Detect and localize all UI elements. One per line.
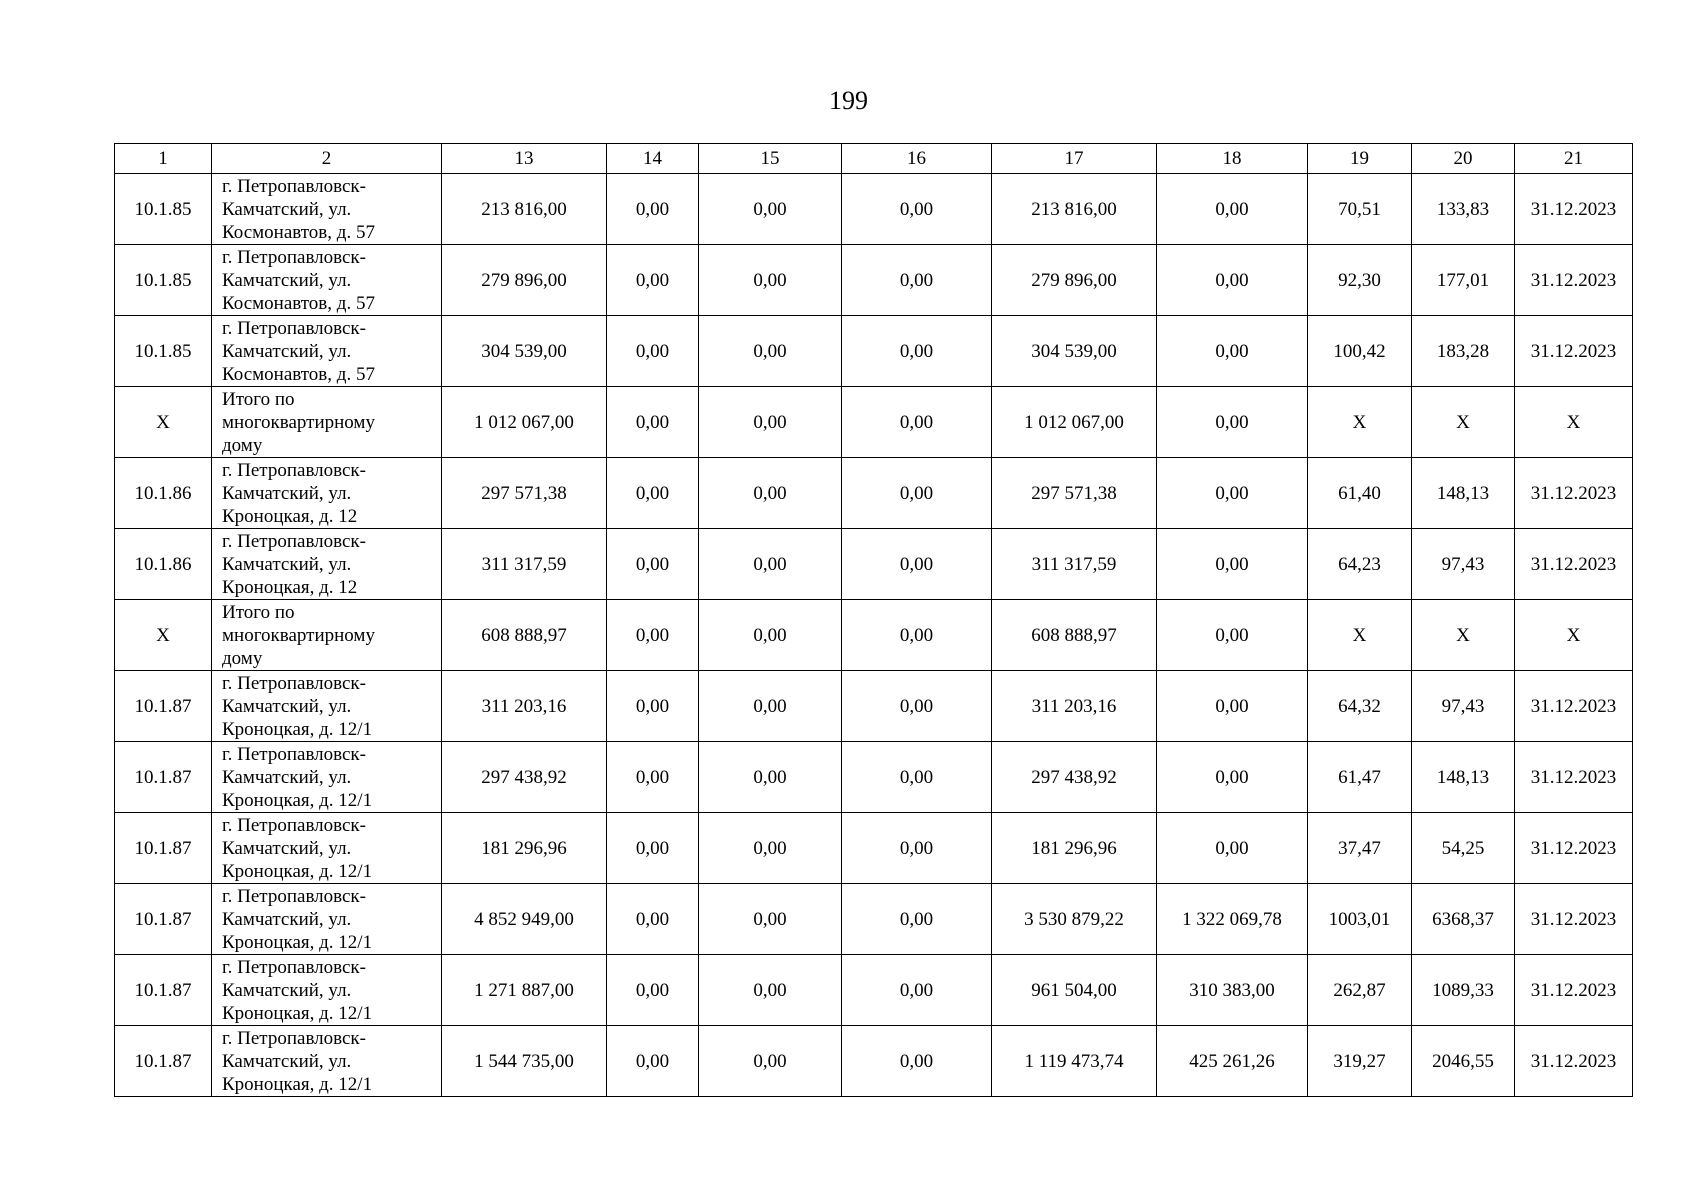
col-17-cell: 1 119 473,74	[992, 1026, 1157, 1097]
col-15-cell: 0,00	[699, 671, 842, 742]
col-16-cell: 0,00	[842, 955, 992, 1026]
date-cell: 31.12.2023	[1515, 316, 1633, 387]
address-line: г. Петропавловск-	[222, 672, 366, 694]
col-19-cell: 262,87	[1308, 955, 1412, 1026]
col-20-cell: 183,28	[1412, 316, 1515, 387]
address-line: дому	[222, 434, 263, 456]
col-20-cell: Х	[1412, 600, 1515, 671]
item-number-cell: Х	[115, 600, 212, 671]
col-18-cell: 0,00	[1157, 742, 1308, 813]
col-16-cell: 0,00	[842, 884, 992, 955]
address-line: г. Петропавловск-	[222, 956, 366, 978]
address-line: г. Петропавловск-	[222, 530, 366, 552]
col-15-cell: 0,00	[699, 813, 842, 884]
item-number-cell: 10.1.86	[115, 458, 212, 529]
col-17-cell: 311 317,59	[992, 529, 1157, 600]
col-18-cell: 0,00	[1157, 245, 1308, 316]
col-16-cell: 0,00	[842, 387, 992, 458]
col-16-cell: 0,00	[842, 813, 992, 884]
date-cell: 31.12.2023	[1515, 174, 1633, 245]
col-14-cell: 0,00	[607, 458, 699, 529]
address-cell	[212, 529, 442, 600]
item-number-cell: 10.1.87	[115, 671, 212, 742]
address-cell	[212, 742, 442, 813]
col-19-cell: 37,47	[1308, 813, 1412, 884]
col-15-cell: 0,00	[699, 955, 842, 1026]
col-14-cell: 0,00	[607, 742, 699, 813]
col-20-cell: 6368,37	[1412, 884, 1515, 955]
col-17-cell: 608 888,97	[992, 600, 1157, 671]
address-line: г. Петропавловск-	[222, 814, 366, 836]
col-18-cell: 0,00	[1157, 813, 1308, 884]
col-13-cell: 311 317,59	[442, 529, 607, 600]
item-number-cell: 10.1.85	[115, 316, 212, 387]
col-14-cell: 0,00	[607, 813, 699, 884]
address-cell	[212, 458, 442, 529]
address-line: Камчатский, ул.	[222, 979, 352, 1001]
address-line: г. Петропавловск-	[222, 885, 366, 907]
address-line: г. Петропавловск-	[222, 175, 366, 197]
address-line: Космонавтов, д. 57	[222, 221, 375, 243]
address-cell	[212, 671, 442, 742]
column-header: 18	[1157, 144, 1308, 174]
col-13-cell: 181 296,96	[442, 813, 607, 884]
col-19-cell: 100,42	[1308, 316, 1412, 387]
col-20-cell: 133,83	[1412, 174, 1515, 245]
address-cell	[212, 245, 442, 316]
date-cell: 31.12.2023	[1515, 458, 1633, 529]
date-cell: 31.12.2023	[1515, 955, 1633, 1026]
address-line: Камчатский, ул.	[222, 340, 352, 362]
address-line: Камчатский, ул.	[222, 837, 352, 859]
table-row	[115, 458, 1633, 529]
col-16-cell: 0,00	[842, 316, 992, 387]
col-14-cell: 0,00	[607, 387, 699, 458]
table-row	[115, 245, 1633, 316]
address-line: Кроноцкая, д. 12/1	[222, 718, 373, 740]
item-number-cell: 10.1.87	[115, 1026, 212, 1097]
col-13-cell: 608 888,97	[442, 600, 607, 671]
col-15-cell: 0,00	[699, 884, 842, 955]
col-17-cell: 1 012 067,00	[992, 387, 1157, 458]
page-number: 199	[829, 86, 868, 115]
col-16-cell: 0,00	[842, 1026, 992, 1097]
col-13-cell: 297 571,38	[442, 458, 607, 529]
col-16-cell: 0,00	[842, 458, 992, 529]
address-line: Камчатский, ул.	[222, 269, 352, 291]
date-cell: Х	[1515, 387, 1633, 458]
table-row	[115, 671, 1633, 742]
address-line: Камчатский, ул.	[222, 908, 352, 930]
col-15-cell: 0,00	[699, 1026, 842, 1097]
item-number-cell: Х	[115, 387, 212, 458]
column-header: 1	[115, 144, 212, 174]
col-16-cell: 0,00	[842, 600, 992, 671]
col-18-cell: 0,00	[1157, 600, 1308, 671]
col-16-cell: 0,00	[842, 529, 992, 600]
address-cell	[212, 174, 442, 245]
item-number-cell: 10.1.85	[115, 245, 212, 316]
col-15-cell: 0,00	[699, 245, 842, 316]
address-line: Кроноцкая, д. 12	[222, 576, 358, 598]
address-line: Кроноцкая, д. 12/1	[222, 1073, 373, 1095]
col-20-cell: 2046,55	[1412, 1026, 1515, 1097]
col-17-cell: 297 438,92	[992, 742, 1157, 813]
col-13-cell: 4 852 949,00	[442, 884, 607, 955]
col-20-cell: 97,43	[1412, 529, 1515, 600]
address-cell	[212, 813, 442, 884]
address-cell	[212, 884, 442, 955]
address-line: Камчатский, ул.	[222, 1050, 352, 1072]
column-header: 14	[607, 144, 699, 174]
address-line: г. Петропавловск-	[222, 743, 366, 765]
col-19-cell: Х	[1308, 387, 1412, 458]
col-20-cell: 148,13	[1412, 458, 1515, 529]
col-13-cell: 1 271 887,00	[442, 955, 607, 1026]
column-header: 17	[992, 144, 1157, 174]
address-line: Космонавтов, д. 57	[222, 292, 375, 314]
column-header: 19	[1308, 144, 1412, 174]
col-17-cell: 304 539,00	[992, 316, 1157, 387]
col-15-cell: 0,00	[699, 387, 842, 458]
address-cell	[212, 1026, 442, 1097]
address-line: Итого по	[222, 388, 295, 410]
col-14-cell: 0,00	[607, 671, 699, 742]
date-cell: 31.12.2023	[1515, 529, 1633, 600]
col-17-cell: 213 816,00	[992, 174, 1157, 245]
col-14-cell: 0,00	[607, 245, 699, 316]
address-line: г. Петропавловск-	[222, 317, 366, 339]
address-cell	[212, 387, 442, 458]
col-17-cell: 181 296,96	[992, 813, 1157, 884]
col-15-cell: 0,00	[699, 742, 842, 813]
col-17-cell: 297 571,38	[992, 458, 1157, 529]
item-number-cell: 10.1.86	[115, 529, 212, 600]
col-19-cell: 92,30	[1308, 245, 1412, 316]
table-row	[115, 884, 1633, 955]
col-14-cell: 0,00	[607, 600, 699, 671]
col-13-cell: 1 012 067,00	[442, 387, 607, 458]
table-row	[115, 174, 1633, 245]
col-20-cell: 54,25	[1412, 813, 1515, 884]
col-13-cell: 1 544 735,00	[442, 1026, 607, 1097]
col-20-cell: 97,43	[1412, 671, 1515, 742]
header-row	[115, 144, 1633, 174]
col-14-cell: 0,00	[607, 955, 699, 1026]
address-line: Кроноцкая, д. 12	[222, 505, 358, 527]
col-13-cell: 279 896,00	[442, 245, 607, 316]
address-line: Камчатский, ул.	[222, 766, 352, 788]
address-line: многоквартирному	[222, 411, 375, 433]
col-19-cell: 64,23	[1308, 529, 1412, 600]
col-18-cell: 0,00	[1157, 458, 1308, 529]
col-20-cell: 177,01	[1412, 245, 1515, 316]
col-16-cell: 0,00	[842, 742, 992, 813]
address-line: г. Петропавловск-	[222, 1027, 366, 1049]
item-number-cell: 10.1.87	[115, 884, 212, 955]
col-19-cell: 70,51	[1308, 174, 1412, 245]
address-line: Камчатский, ул.	[222, 198, 352, 220]
address-cell	[212, 955, 442, 1026]
date-cell: 31.12.2023	[1515, 245, 1633, 316]
address-line: Кроноцкая, д. 12/1	[222, 789, 373, 811]
col-19-cell: 64,32	[1308, 671, 1412, 742]
col-16-cell: 0,00	[842, 174, 992, 245]
address-line: Кроноцкая, д. 12/1	[222, 931, 373, 953]
address-line: Кроноцкая, д. 12/1	[222, 860, 373, 882]
col-17-cell: 311 203,16	[992, 671, 1157, 742]
address-cell	[212, 600, 442, 671]
date-cell: 31.12.2023	[1515, 884, 1633, 955]
date-cell: 31.12.2023	[1515, 742, 1633, 813]
col-14-cell: 0,00	[607, 529, 699, 600]
col-15-cell: 0,00	[699, 458, 842, 529]
col-16-cell: 0,00	[842, 245, 992, 316]
address-line: г. Петропавловск-	[222, 246, 366, 268]
address-line: Камчатский, ул.	[222, 553, 352, 575]
date-cell: 31.12.2023	[1515, 671, 1633, 742]
col-15-cell: 0,00	[699, 316, 842, 387]
address-cell	[212, 316, 442, 387]
column-header: 21	[1515, 144, 1633, 174]
col-13-cell: 213 816,00	[442, 174, 607, 245]
address-line: Камчатский, ул.	[222, 482, 352, 504]
col-20-cell: Х	[1412, 387, 1515, 458]
address-line: многоквартирному	[222, 624, 375, 646]
table-row	[115, 742, 1633, 813]
address-line: Космонавтов, д. 57	[222, 363, 375, 385]
col-19-cell: 319,27	[1308, 1026, 1412, 1097]
table-row	[115, 1026, 1633, 1097]
col-19-cell: 61,47	[1308, 742, 1412, 813]
address-line: Итого по	[222, 601, 295, 623]
col-18-cell: 425 261,26	[1157, 1026, 1308, 1097]
date-cell: 31.12.2023	[1515, 813, 1633, 884]
item-number-cell: 10.1.87	[115, 742, 212, 813]
item-number-cell: 10.1.87	[115, 955, 212, 1026]
col-13-cell: 311 203,16	[442, 671, 607, 742]
col-18-cell: 0,00	[1157, 529, 1308, 600]
col-19-cell: Х	[1308, 600, 1412, 671]
col-19-cell: 1003,01	[1308, 884, 1412, 955]
table-row	[115, 316, 1633, 387]
column-header: 2	[212, 144, 442, 174]
column-header: 13	[442, 144, 607, 174]
address-line: дому	[222, 647, 263, 669]
data-table	[114, 143, 1633, 1097]
col-14-cell: 0,00	[607, 884, 699, 955]
table-header	[115, 144, 1633, 174]
col-20-cell: 1089,33	[1412, 955, 1515, 1026]
table-row	[115, 529, 1633, 600]
col-18-cell: 0,00	[1157, 316, 1308, 387]
col-15-cell: 0,00	[699, 600, 842, 671]
col-14-cell: 0,00	[607, 316, 699, 387]
col-18-cell: 0,00	[1157, 174, 1308, 245]
col-19-cell: 61,40	[1308, 458, 1412, 529]
date-cell: 31.12.2023	[1515, 1026, 1633, 1097]
col-15-cell: 0,00	[699, 529, 842, 600]
table-row	[115, 387, 1633, 458]
col-15-cell: 0,00	[699, 174, 842, 245]
col-18-cell: 0,00	[1157, 671, 1308, 742]
col-18-cell: 1 322 069,78	[1157, 884, 1308, 955]
column-header: 15	[699, 144, 842, 174]
col-18-cell: 310 383,00	[1157, 955, 1308, 1026]
col-14-cell: 0,00	[607, 1026, 699, 1097]
column-header: 16	[842, 144, 992, 174]
table-row	[115, 955, 1633, 1026]
col-14-cell: 0,00	[607, 174, 699, 245]
col-18-cell: 0,00	[1157, 387, 1308, 458]
col-13-cell: 304 539,00	[442, 316, 607, 387]
col-17-cell: 279 896,00	[992, 245, 1157, 316]
column-header: 20	[1412, 144, 1515, 174]
address-line: Кроноцкая, д. 12/1	[222, 1002, 373, 1024]
col-17-cell: 3 530 879,22	[992, 884, 1157, 955]
table-body	[115, 174, 1633, 1097]
item-number-cell: 10.1.85	[115, 174, 212, 245]
col-17-cell: 961 504,00	[992, 955, 1157, 1026]
col-20-cell: 148,13	[1412, 742, 1515, 813]
address-line: г. Петропавловск-	[222, 459, 366, 481]
col-13-cell: 297 438,92	[442, 742, 607, 813]
table-row	[115, 600, 1633, 671]
date-cell: Х	[1515, 600, 1633, 671]
address-line: Камчатский, ул.	[222, 695, 352, 717]
item-number-cell: 10.1.87	[115, 813, 212, 884]
table-row	[115, 813, 1633, 884]
col-16-cell: 0,00	[842, 671, 992, 742]
